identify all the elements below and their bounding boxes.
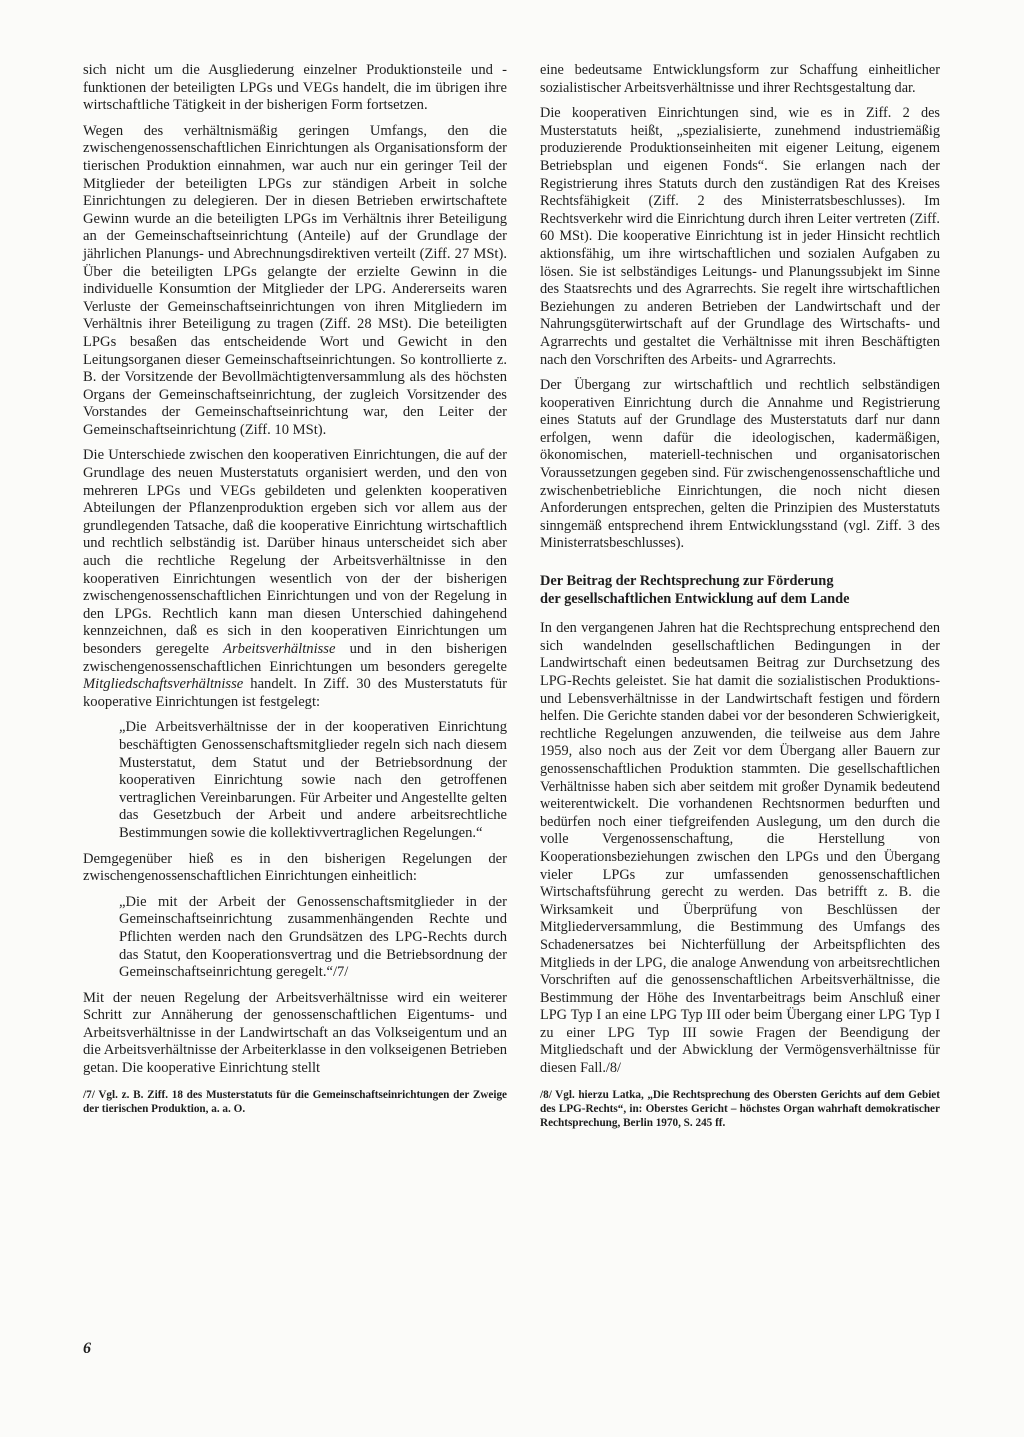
page-number: 6: [83, 1340, 91, 1357]
text-run: handelt. In Ziff. 30 des Musterstatuts für kooperative Einrichtungen ist festgelegt:: [83, 676, 507, 710]
heading-line: der gesellschaftlichen Entwicklung auf dem Lande: [540, 590, 850, 607]
paragraph: Demgegenüber hieß es in den bisherigen Regelungen der zwischengenossenschaftlichen Einrichtungen einheitlich:: [83, 850, 507, 885]
paragraph: sich nicht um die Ausgliederung einzelner Produktionsteile und -funktionen der beteiligten LPGs und VEGs handelt, die im übrigen ihre wirtschaftliche Tätigkeit in der bisherigen Form fortsetzen.: [83, 62, 507, 114]
paragraph: Wegen des verhältnismäßig geringen Umfangs, den die zwischengenossenschaftlichen Einrichtungen als Organisationsform der tierischen Produktion einnahmen, war auch nur ein geringer Teil der Mitglieder der beteiligten LPGs zur ständigen Arbeit in solche Einrichtungen zu delegieren. Der in diesen Betrieben erwirtschaftete Gewinn wurde an die beteiligten LPGs im Verhältnis ihrer Beteiligung an der Gemeinschaftseinrichtung (Anteile) auf der Grundlage der jährlichen Planungs- und Abrechnungsdirektiven verteilt (Ziff. 27 MSt). Über die beteiligten LPGs gelangte der erzielte Gewinn in die individuelle Konsumtion der Mitglieder der LPG. Andererseits waren Verluste der Gemeinschaftseinrichtungen von ihren Mitgliedern im Verhältnis ihrer Beteiligung zu tragen (Ziff. 28 MSt). Die beteiligten LPGs besaßen das entscheidende Wort und Gewicht in den Leitungsorganen dieser Gemeinschaftseinrichtungen. So kontrollierte z. B. der Vorsitzende der Bevollmächtigtenversammlung als des höchsten Organs der Gemeinschaftseinrichtung, der zugleich Vorsitzender des Vorstandes der Gemeinschaftseinrichtung war, den Leiter der Gemeinschaftseinrichtung (Ziff. 10 MSt).: [83, 122, 507, 438]
footnote: /8/ Vgl. hierzu Latka, „Die Rechtsprechung des Obersten Gerichts auf dem Gebiet des LPG-Rechts“, in: Oberstes Gericht – höchstes Organ wahrhaft demokratischer Rechtsprechung, Berlin 1970, S. 245 ff.: [540, 1088, 940, 1130]
block-quote: „Die Arbeitsverhältnisse der in der kooperativen Einrichtung beschäftigten Genossenschaftsmitglieder regeln sich nach diesem Musterstatut, dem Statut und der Betriebsordnung der kooperativen Einrichtung sowie nach den getroffenen vertraglichen Vereinbarungen. Für Arbeiter und Angestellte gelten das Gesetzbuch der Arbeit und andere arbeitsrechtliche Bestimmungen sowie die kollektivvertraglichen Regelungen.“: [119, 719, 507, 841]
paragraph: [83, 447, 507, 711]
paragraph: eine bedeutsame Entwicklungsform zur Schaffung einheitlicher sozialistischer Arbeitsverhältnisse und ihrer Rechtsgestaltung dar.: [540, 62, 940, 96]
right-column: [540, 62, 940, 1131]
emphasis-text: Arbeitsverhältnisse: [223, 641, 336, 657]
left-column: [83, 62, 507, 1116]
paragraph: In den vergangenen Jahren hat die Rechtsprechung entsprechend den sich wandelnden gesellschaftlichen Bedingungen in der Landwirtschaft einen bedeutsamen Beitrag zur Durchsetzung des LPG-Rechts geleistet. Sie hat damit die sozialistischen Produktions- und Lebensverhältnisse in der Landwirtschaft festigen und fördern helfen. Die Gerichte standen dabei vor der besonderen Schwierigkeit, rechtliche Regelungen anzuwenden, die teilweise aus dem Jahre 1959, also noch aus der Zeit vor dem Übergang aller Bauern zur genossenschaftlichen Produktion stammten. Die gesellschaftlichen Verhältnisse haben sich aber seitdem mit großer Dynamik bedeutend weiterentwickelt. Die vorhandenen Rechtsnormen bedurften und bedürfen noch einer tiefgreifenden Auslegung, um den durch die volle Vergenossenschaftung, die Herstellung von Kooperationsbeziehungen zwischen den LPGs und den Übergang vieler LPGs zur umfassenden genossenschaftlichen Wirtschaftsführung gerecht zu werden. Das betrifft z. B. die Wirksamkeit und Überprüfung von Beschlüssen der Mitgliederversammlung, die Bestimmung des Umfangs des Schadenersatzes bei Nichterfüllung der Arbeitspflichten des Mitglieds in der LPG, die analoge Anwendung von arbeitsrechtlichen Vorschriften auf die genossenschaftlichen Arbeitsverhältnisse, die Bestimmung der Höhe des Inventarbeitrags beim Anschluß einer LPG Typ I an eine LPG Typ III oder beim Übergang einer LPG Typ I zu einer LPG Typ III sowie Fragen der Beendigung der Mitgliedschaft und der Abwicklung der Vermögensverhältnisse für diesen Fall./8/: [540, 620, 940, 1077]
text-run: Die Unterschiede zwischen den kooperativen Einrichtungen, die auf der Grundlage des neuen Musterstatuts organisiert werden, und den von mehreren LPGs und VEGs gebildeten und gelenkten kooperativen Abteilungen der Pflanzenproduktion ergeben sich vor allem aus der grundlegenden Tatsache, daß die kooperative Einrichtung wirtschaftlich und rechtlich selbständig ist. Darüber hinaus unterscheidet sich aber auch die rechtliche Regelung der Arbeitsverhältnisse in den kooperativen Einrichtungen wesentlich von der der bisherigen zwischengenossenschaftlichen Einrichtungen und von der Regelung in den LPGs. Rechtlich kann man diesen Unterschied dahingehend kennzeichnen, daß es sich in den kooperativen Einrichtungen um besonders geregelte: [83, 447, 507, 657]
emphasis-text: Mitgliedschaftsverhältnisse: [83, 676, 244, 693]
heading-line: Der Beitrag der Rechtsprechung zur Förderung: [540, 573, 834, 590]
block-quote: „Die mit der Arbeit der Genossenschaftsmitglieder in der Gemeinschaftseinrichtung zusammenhängenden Rechte und Pflichten werden nach den Grundsätzen des LPG-Rechts durch das Statut, den Kooperationsvertrag und die Betriebsordnung der Gemeinschaftseinrichtung geregelt.“/7/: [119, 893, 507, 981]
footnote: /7/ Vgl. z. B. Ziff. 18 des Musterstatuts für die Gemeinschaftseinrichtungen der Zweige der tierischen Produktion, a. a. O.: [83, 1088, 507, 1116]
paragraph: Die kooperativen Einrichtungen sind, wie es in Ziff. 2 des Musterstatuts heißt, „spezialisierte, zunehmend industriemäßig produzierende Produktionseinheiten mit eigener Leitung, eigenem Betriebsplan und eigenen Fonds“. Sie erlangen nach der Registrierung ihres Statuts durch den zuständigen Rat des Kreises Rechtsfähigkeit (Ziff. 2 des Ministerratsbeschlusses). Im Rechtsverkehr wird die Einrichtung durch ihren Leiter vertreten (Ziff. 60 MSt). Die kooperative Einrichtung ist in jeder Hinsicht rechtlich aktionsfähig, um ihre wirtschaftlichen und sozialen Aufgaben zu lösen. Sie ist selbständiges Leitungs- und Planungssubjekt im Sinne des Staatsrechts und des Agrarrechts. Sie regelt ihre wirtschaftlichen Beziehungen zu anderen Betrieben der Landwirtschaft und der Nahrungsgüterwirtschaft auf der Grundlage des Wirtschafts- und Agrarrechts und gestaltet die Verhältnisse mit ihren Beschäftigten nach den Vorschriften des Arbeits- und Agrarrechts.: [540, 105, 940, 368]
text-run: und in den bisherigen zwischengenossenschaftlichen Einrichtungen um besonders geregelte: [83, 641, 507, 675]
paragraph: Mit der neuen Regelung der Arbeitsverhältnisse wird ein weiterer Schritt zur Annäherung der genossenschaftlichen Eigentums- und Arbeitsverhältnisse in der Landwirtschaft an das Volkseigentum und an die Arbeitsverhältnisse der Arbeiterklasse in den volkseigenen Betrieben getan. Die kooperative Einrichtung stellt: [83, 989, 507, 1077]
section-heading: [540, 573, 940, 608]
paragraph: Der Übergang zur wirtschaftlich und rechtlich selbständigen kooperativen Einrichtung durch die Annahme und Registrierung eines Statuts auf der Grundlage des Musterstatuts darf nur dann erfolgen, wenn dafür die ideologischen, kadermäßigen, ökonomischen, materiell-technischen und organisatorischen Voraussetzungen gegeben sind. Für zwischengenossenschaftliche und zwischenbetriebliche Einrichtungen, die noch nicht diesen Anforderungen entsprechen, gelten die Prinzipien des Musterstatuts sinngemäß entsprechend ihrem Entwicklungsstand (vgl. Ziff. 3 des Ministerratsbeschlusses).: [540, 377, 940, 552]
